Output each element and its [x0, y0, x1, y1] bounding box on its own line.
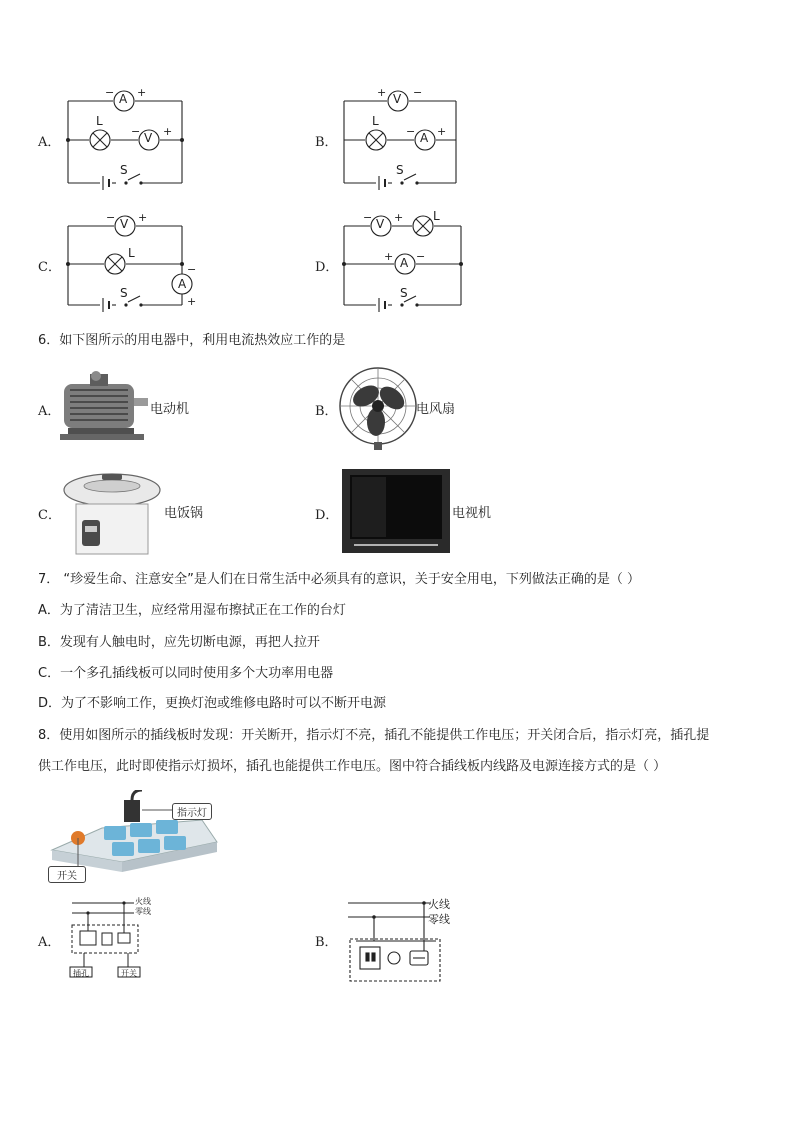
meter-label: A — [420, 131, 429, 145]
meter-label: V — [120, 217, 129, 231]
option-letter-b: B． — [315, 135, 338, 150]
option-label-rice-cooker: 电饭锅 — [164, 506, 204, 521]
polarity-sign: − — [105, 86, 115, 99]
meter-label: A — [119, 92, 128, 106]
polarity-sign: − — [187, 263, 197, 276]
option-label-fan: 电风扇 — [416, 402, 456, 417]
polarity-sign: + — [138, 211, 148, 224]
option-letter-c: C． — [38, 260, 61, 275]
question-6-stem: 6．如下图所示的用电器中，利用电流热效应工作的是 — [38, 333, 346, 348]
polarity-sign: − — [406, 125, 416, 138]
polarity-sign: + — [377, 86, 387, 99]
rice-cooker-image — [60, 468, 164, 558]
question-8-stem-line2: 供工作电压，此时即使指示灯损坏，插孔也能提供工作电压。图中符合插线板内线路及电源连接方式的是（ ） — [38, 759, 667, 774]
live-wire-label: 火线 — [135, 897, 151, 906]
question-7-option-c: C．一个多孔插线板可以同时使用多个大功率用电器 — [38, 666, 334, 681]
switch-label: S — [120, 286, 128, 300]
neutral-wire-label: 零线 — [428, 913, 450, 926]
indicator-light-callout: 指示灯 — [172, 803, 212, 820]
switch-label: S — [396, 163, 404, 177]
question-7-option-a: A．为了清洁卫生，应经常用湿布擦拭正在工作的台灯 — [38, 603, 346, 618]
polarity-sign: + — [384, 250, 394, 263]
polarity-sign: − — [106, 211, 116, 224]
question-8-stem-line1: 8．使用如图所示的插线板时发现：开关断开，指示灯不亮，插孔不能提供工作电压；开关闭合后，指示灯亮，插孔提 — [38, 728, 710, 743]
switch-callout: 开关 — [48, 866, 86, 883]
option-letter-a: A． — [38, 135, 61, 150]
lamp-label: L — [96, 114, 103, 128]
question-7-stem: 7． “珍爱生命、注意安全”是人们在日常生活中必须具有的意识，关于安全用电，下列做法正确的是（ ） — [38, 572, 641, 587]
option-letter-a: A． — [38, 404, 61, 419]
lamp-label: L — [128, 246, 135, 260]
question-7-option-d: D．为了不影响工作，更换灯泡或维修电路时可以不断开电源 — [38, 696, 387, 711]
socket-label: 插孔 — [73, 969, 89, 978]
polarity-sign: − — [413, 86, 423, 99]
option-letter-a: A． — [38, 935, 61, 950]
option-letter-d: D． — [315, 508, 339, 523]
meter-label: A — [400, 256, 409, 270]
option-letter-b: B． — [315, 404, 338, 419]
neutral-wire-label: 零线 — [135, 907, 151, 916]
live-wire-label: 火线 — [428, 898, 450, 911]
lamp-label: L — [433, 209, 440, 223]
polarity-sign: − — [131, 125, 141, 138]
switch-label: S — [400, 286, 408, 300]
polarity-sign: + — [163, 125, 173, 138]
electric-fan-image — [338, 366, 418, 450]
polarity-sign: + — [394, 211, 404, 224]
meter-label: A — [178, 277, 187, 291]
polarity-sign: − — [363, 211, 373, 224]
electric-motor-image — [60, 368, 150, 446]
option-letter-b: B． — [315, 935, 338, 950]
option-letter-d: D． — [315, 260, 339, 275]
polarity-sign: − — [416, 250, 426, 263]
television-image — [340, 467, 452, 555]
option-label-tv: 电视机 — [452, 506, 492, 521]
option-label-motor: 电动机 — [150, 402, 190, 417]
polarity-sign: + — [187, 295, 197, 308]
polarity-sign: + — [437, 125, 447, 138]
meter-label: V — [144, 131, 153, 145]
polarity-sign: + — [137, 86, 147, 99]
question-7-option-b: B．发现有人触电时，应先切断电源，再把人拉开 — [38, 635, 320, 650]
meter-label: V — [376, 217, 385, 231]
option-letter-c: C． — [38, 508, 61, 523]
switch-label: S — [120, 163, 128, 177]
lamp-label: L — [372, 114, 379, 128]
meter-label: V — [393, 92, 402, 106]
switch-label: 开关 — [121, 969, 137, 978]
